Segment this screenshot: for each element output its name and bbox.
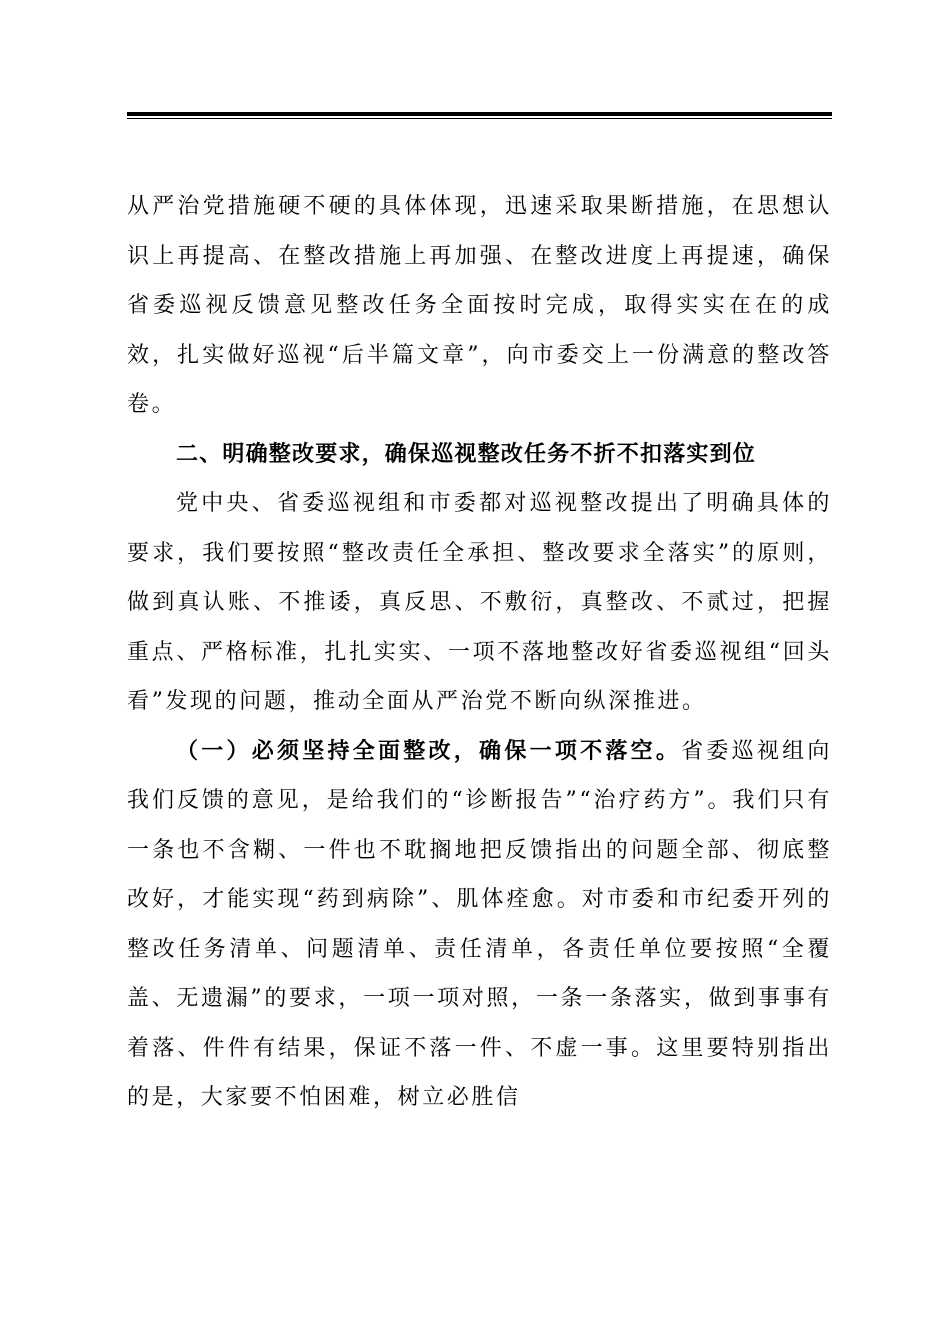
section-heading-2: 二、明确整改要求，确保巡视整改任务不折不扣落实到位 bbox=[176, 441, 757, 467]
paragraph-requirements: 党中央、省委巡视组和市委都对巡视整改提出了明确具体的要求，我们要按照“整改责任全承担、整改要求全落实”的原则，做到真认账、不推诿，真反思、不敷衍，真整改、不贰过，把握重点、严格标准，扎扎实实、一项不落地整改好省委巡视组“回头看”发现的问题，推动全面从严治党不断向纵深推进。 bbox=[127, 491, 832, 714]
subsection-1-lead: （一）必须坚持全面整改，确保一项不落空。 bbox=[176, 737, 682, 764]
header-rule-thin bbox=[127, 118, 832, 119]
subsection-1-body: 省委巡视组向我们反馈的意见，是给我们的“诊断报告”“治疗药方”。我们只有一条也不含糊、一件也不耽搁地把反馈指出的问题全部、彻底整改好，才能实现“药到病除”、肌体痊愈。对市委和市纪委开列的整改任务清单、问题清单、责任清单，各责任单位要按照“全覆盖、无遗漏”的要求，一项一项对照，一条一条落实，做到事事有着落、件件有结果，保证不落一件、不虚一事。这里要特别指出的是，大家要不怕困难，树立必胜信 bbox=[127, 738, 832, 1110]
header-double-rule bbox=[127, 112, 832, 119]
header-rule-thick bbox=[127, 112, 832, 116]
paragraph-continuation: 从严治党措施硬不硬的具体体现，迅速采取果断措施，在思想认识上再提高、在整改措施上再加强、在整改进度上再提速，确保省委巡视反馈意见整改任务全面按时完成，取得实实在在的成效，扎实做好巡视“后半篇文章”，向市委交上一份满意的整改答卷。 bbox=[127, 194, 832, 417]
document-body bbox=[127, 182, 832, 1123]
paragraph-subsection-1 bbox=[127, 727, 832, 1123]
